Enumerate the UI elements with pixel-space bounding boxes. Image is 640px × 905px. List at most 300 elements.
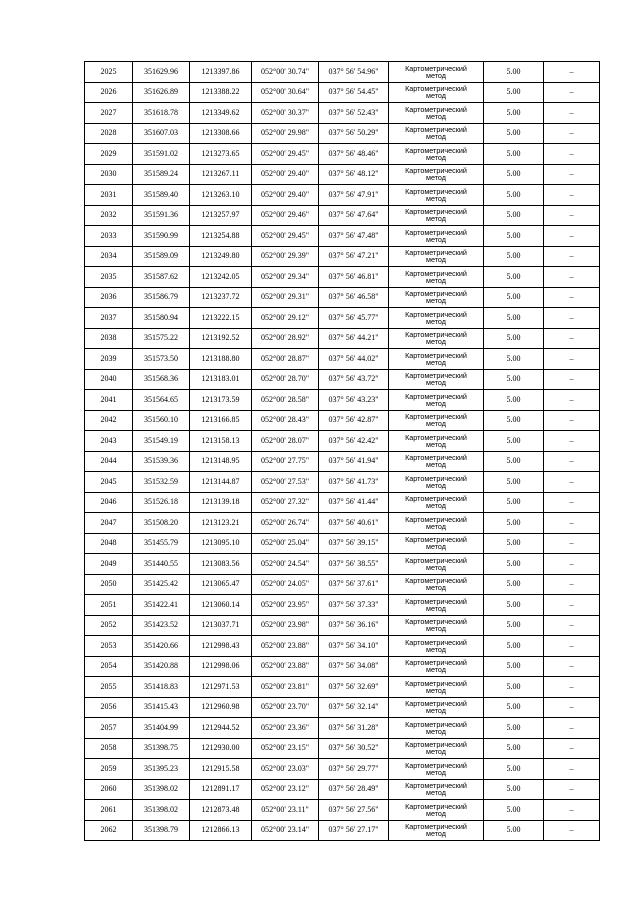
- method-cell: [389, 369, 484, 390]
- longitude-cell: 037° 56' 30.52": [319, 738, 389, 759]
- accuracy-cell: 5.00: [484, 718, 544, 739]
- note-cell: –: [544, 328, 600, 349]
- coord-x-cell: 351575.22: [133, 328, 190, 349]
- table-row: [85, 533, 600, 554]
- method-line-2: метод: [426, 337, 446, 347]
- coord-y-cell: 1212960.98: [190, 697, 252, 718]
- table-row: [85, 328, 600, 349]
- table-row: [85, 390, 600, 411]
- accuracy-cell: 5.00: [484, 800, 544, 821]
- method-line-1: Картометрический: [405, 391, 467, 401]
- note-cell: –: [544, 492, 600, 513]
- point-number-cell: 2053: [85, 636, 133, 657]
- coord-x-cell: 351589.24: [133, 164, 190, 185]
- accuracy-cell: 5.00: [484, 595, 544, 616]
- longitude-cell: 037° 56' 27.56": [319, 800, 389, 821]
- table-row: [85, 246, 600, 267]
- coord-y-cell: 1213123.21: [190, 513, 252, 534]
- method-line-2: метод: [426, 747, 446, 757]
- latitude-cell: 052°00' 23.95": [252, 595, 319, 616]
- coord-y-cell: 1212930.00: [190, 738, 252, 759]
- method-line-1: Картометрический: [405, 166, 467, 176]
- longitude-cell: 037° 56' 41.44": [319, 492, 389, 513]
- coord-x-cell: 351580.94: [133, 308, 190, 329]
- coord-x-cell: 351395.23: [133, 759, 190, 780]
- coord-y-cell: 1213166.85: [190, 410, 252, 431]
- accuracy-cell: 5.00: [484, 697, 544, 718]
- coord-x-cell: 351425.42: [133, 574, 190, 595]
- method-cell: [389, 697, 484, 718]
- coord-y-cell: 1213083.56: [190, 554, 252, 575]
- table-row: [85, 226, 600, 247]
- longitude-cell: 037° 56' 48.46": [319, 144, 389, 165]
- coord-x-cell: 351629.96: [133, 62, 190, 83]
- method-line-1: Картометрический: [405, 268, 467, 278]
- accuracy-cell: 5.00: [484, 513, 544, 534]
- coord-x-cell: 351422.41: [133, 595, 190, 616]
- point-number-cell: 2037: [85, 308, 133, 329]
- table-row: [85, 492, 600, 513]
- accuracy-cell: 5.00: [484, 738, 544, 759]
- latitude-cell: 052°00' 29.98": [252, 123, 319, 144]
- method-line-2: метод: [426, 255, 446, 265]
- method-line-1: Картометрический: [405, 535, 467, 545]
- method-line-1: Картометрический: [405, 289, 467, 299]
- note-cell: –: [544, 656, 600, 677]
- point-number-cell: 2035: [85, 267, 133, 288]
- longitude-cell: 037° 56' 41.73": [319, 472, 389, 493]
- table-row: [85, 205, 600, 226]
- method-cell: [389, 431, 484, 452]
- coord-y-cell: 1213397.86: [190, 62, 252, 83]
- point-number-cell: 2042: [85, 410, 133, 431]
- longitude-cell: 037° 56' 54.96": [319, 62, 389, 83]
- method-cell: [389, 410, 484, 431]
- coord-x-cell: 351560.10: [133, 410, 190, 431]
- table-row: [85, 615, 600, 636]
- method-cell: [389, 472, 484, 493]
- method-cell: [389, 677, 484, 698]
- latitude-cell: 052°00' 30.37": [252, 103, 319, 124]
- note-cell: –: [544, 267, 600, 288]
- note-cell: –: [544, 205, 600, 226]
- coord-y-cell: 1213192.52: [190, 328, 252, 349]
- accuracy-cell: 5.00: [484, 62, 544, 83]
- latitude-cell: 052°00' 29.40": [252, 164, 319, 185]
- longitude-cell: 037° 56' 44.02": [319, 349, 389, 370]
- point-number-cell: 2054: [85, 656, 133, 677]
- longitude-cell: 037° 56' 47.64": [319, 205, 389, 226]
- latitude-cell: 052°00' 23.12": [252, 779, 319, 800]
- method-cell: [389, 800, 484, 821]
- method-cell: [389, 615, 484, 636]
- coord-y-cell: 1213388.22: [190, 82, 252, 103]
- table-row: [85, 697, 600, 718]
- note-cell: –: [544, 636, 600, 657]
- coord-y-cell: 1213257.97: [190, 205, 252, 226]
- method-cell: [389, 492, 484, 513]
- longitude-cell: 037° 56' 47.91": [319, 185, 389, 206]
- method-line-2: метод: [426, 706, 446, 716]
- accuracy-cell: 5.00: [484, 410, 544, 431]
- table-row: [85, 472, 600, 493]
- accuracy-cell: 5.00: [484, 574, 544, 595]
- method-cell: [389, 779, 484, 800]
- longitude-cell: 037° 56' 46.58": [319, 287, 389, 308]
- method-cell: [389, 349, 484, 370]
- accuracy-cell: 5.00: [484, 308, 544, 329]
- longitude-cell: 037° 56' 46.81": [319, 267, 389, 288]
- latitude-cell: 052°00' 29.46": [252, 205, 319, 226]
- method-cell: [389, 513, 484, 534]
- coord-x-cell: 351415.43: [133, 697, 190, 718]
- longitude-cell: 037° 56' 44.21": [319, 328, 389, 349]
- point-number-cell: 2043: [85, 431, 133, 452]
- point-number-cell: 2050: [85, 574, 133, 595]
- method-line-1: Картометрический: [405, 248, 467, 258]
- table-row: [85, 513, 600, 534]
- method-cell: [389, 820, 484, 841]
- note-cell: –: [544, 82, 600, 103]
- latitude-cell: 052°00' 24.54": [252, 554, 319, 575]
- method-line-1: Картометрический: [405, 371, 467, 381]
- latitude-cell: 052°00' 29.31": [252, 287, 319, 308]
- table-row: [85, 595, 600, 616]
- method-line-1: Картометрический: [405, 104, 467, 114]
- method-line-1: Картометрический: [405, 699, 467, 709]
- method-line-2: метод: [426, 624, 446, 634]
- method-line-2: метод: [426, 173, 446, 183]
- method-line-2: метод: [426, 152, 446, 162]
- latitude-cell: 052°00' 27.75": [252, 451, 319, 472]
- point-number-cell: 2034: [85, 246, 133, 267]
- method-line-2: метод: [426, 439, 446, 449]
- point-number-cell: 2062: [85, 820, 133, 841]
- coord-y-cell: 1213158.13: [190, 431, 252, 452]
- method-line-2: метод: [426, 419, 446, 429]
- point-number-cell: 2057: [85, 718, 133, 739]
- coord-y-cell: 1213349.62: [190, 103, 252, 124]
- latitude-cell: 052°00' 23.14": [252, 820, 319, 841]
- note-cell: –: [544, 738, 600, 759]
- point-number-cell: 2029: [85, 144, 133, 165]
- accuracy-cell: 5.00: [484, 123, 544, 144]
- point-number-cell: 2040: [85, 369, 133, 390]
- latitude-cell: 052°00' 28.70": [252, 369, 319, 390]
- method-line-1: Картометрический: [405, 145, 467, 155]
- method-line-2: метод: [426, 829, 446, 839]
- latitude-cell: 052°00' 23.11": [252, 800, 319, 821]
- note-cell: –: [544, 554, 600, 575]
- latitude-cell: 052°00' 23.36": [252, 718, 319, 739]
- method-line-1: Картометрический: [405, 125, 467, 135]
- point-number-cell: 2038: [85, 328, 133, 349]
- coord-x-cell: 351564.65: [133, 390, 190, 411]
- accuracy-cell: 5.00: [484, 554, 544, 575]
- table-body: [85, 62, 600, 841]
- accuracy-cell: 5.00: [484, 246, 544, 267]
- coord-x-cell: 351404.99: [133, 718, 190, 739]
- method-line-2: метод: [426, 521, 446, 531]
- point-number-cell: 2028: [85, 123, 133, 144]
- note-cell: –: [544, 451, 600, 472]
- table-row: [85, 185, 600, 206]
- coord-y-cell: 1213173.59: [190, 390, 252, 411]
- table-row: [85, 779, 600, 800]
- method-line-1: Картометрический: [405, 207, 467, 217]
- coord-y-cell: 1213263.10: [190, 185, 252, 206]
- method-line-2: метод: [426, 685, 446, 695]
- point-number-cell: 2051: [85, 595, 133, 616]
- method-line-1: Картометрический: [405, 453, 467, 463]
- accuracy-cell: 5.00: [484, 390, 544, 411]
- accuracy-cell: 5.00: [484, 677, 544, 698]
- coord-y-cell: 1212998.43: [190, 636, 252, 657]
- note-cell: –: [544, 144, 600, 165]
- method-line-1: Картометрический: [405, 658, 467, 668]
- accuracy-cell: 5.00: [484, 779, 544, 800]
- method-line-2: метод: [426, 562, 446, 572]
- table-row: [85, 677, 600, 698]
- coord-x-cell: 351626.89: [133, 82, 190, 103]
- coord-x-cell: 351508.20: [133, 513, 190, 534]
- accuracy-cell: 5.00: [484, 492, 544, 513]
- table-row: [85, 349, 600, 370]
- accuracy-cell: 5.00: [484, 287, 544, 308]
- longitude-cell: 037° 56' 42.87": [319, 410, 389, 431]
- longitude-cell: 037° 56' 39.15": [319, 533, 389, 554]
- method-line-2: метод: [426, 665, 446, 675]
- point-number-cell: 2061: [85, 800, 133, 821]
- longitude-cell: 037° 56' 34.08": [319, 656, 389, 677]
- table-row: [85, 308, 600, 329]
- accuracy-cell: 5.00: [484, 185, 544, 206]
- method-cell: [389, 533, 484, 554]
- note-cell: –: [544, 308, 600, 329]
- table-row: [85, 62, 600, 83]
- coord-y-cell: 1213144.87: [190, 472, 252, 493]
- method-line-2: метод: [426, 398, 446, 408]
- accuracy-cell: 5.00: [484, 615, 544, 636]
- point-number-cell: 2041: [85, 390, 133, 411]
- coord-y-cell: 1213237.72: [190, 287, 252, 308]
- latitude-cell: 052°00' 23.88": [252, 636, 319, 657]
- method-line-1: Картометрический: [405, 781, 467, 791]
- point-number-cell: 2026: [85, 82, 133, 103]
- method-line-2: метод: [426, 501, 446, 511]
- method-line-2: метод: [426, 542, 446, 552]
- coordinates-table: [84, 61, 600, 841]
- method-line-2: метод: [426, 603, 446, 613]
- method-cell: [389, 328, 484, 349]
- point-number-cell: 2052: [85, 615, 133, 636]
- latitude-cell: 052°00' 29.12": [252, 308, 319, 329]
- coord-x-cell: 351539.36: [133, 451, 190, 472]
- coord-y-cell: 1213222.15: [190, 308, 252, 329]
- note-cell: –: [544, 677, 600, 698]
- method-line-1: Картометрический: [405, 740, 467, 750]
- method-cell: [389, 62, 484, 83]
- note-cell: –: [544, 759, 600, 780]
- method-line-1: Картометрический: [405, 576, 467, 586]
- table-row: [85, 800, 600, 821]
- latitude-cell: 052°00' 28.07": [252, 431, 319, 452]
- table-row: [85, 123, 600, 144]
- method-line-1: Картометрический: [405, 617, 467, 627]
- longitude-cell: 037° 56' 37.61": [319, 574, 389, 595]
- accuracy-cell: 5.00: [484, 820, 544, 841]
- coord-x-cell: 351418.83: [133, 677, 190, 698]
- coord-y-cell: 1213188.80: [190, 349, 252, 370]
- coord-x-cell: 351423.52: [133, 615, 190, 636]
- table-row: [85, 82, 600, 103]
- point-number-cell: 2055: [85, 677, 133, 698]
- method-line-2: метод: [426, 193, 446, 203]
- coord-y-cell: 1213267.11: [190, 164, 252, 185]
- latitude-cell: 052°00' 24.05": [252, 574, 319, 595]
- method-line-1: Картометрический: [405, 678, 467, 688]
- method-cell: [389, 390, 484, 411]
- coord-x-cell: 351398.75: [133, 738, 190, 759]
- accuracy-cell: 5.00: [484, 451, 544, 472]
- method-line-1: Картометрический: [405, 412, 467, 422]
- accuracy-cell: 5.00: [484, 349, 544, 370]
- accuracy-cell: 5.00: [484, 144, 544, 165]
- method-line-2: метод: [426, 111, 446, 121]
- table-row: [85, 410, 600, 431]
- latitude-cell: 052°00' 29.45": [252, 144, 319, 165]
- longitude-cell: 037° 56' 28.49": [319, 779, 389, 800]
- coord-x-cell: 351586.79: [133, 287, 190, 308]
- method-cell: [389, 226, 484, 247]
- note-cell: –: [544, 820, 600, 841]
- latitude-cell: 052°00' 23.70": [252, 697, 319, 718]
- method-cell: [389, 82, 484, 103]
- method-line-1: Картометрический: [405, 719, 467, 729]
- latitude-cell: 052°00' 30.74": [252, 62, 319, 83]
- method-line-2: метод: [426, 808, 446, 818]
- coord-x-cell: 351440.55: [133, 554, 190, 575]
- longitude-cell: 037° 56' 52.43": [319, 103, 389, 124]
- method-line-2: метод: [426, 644, 446, 654]
- coord-x-cell: 351573.50: [133, 349, 190, 370]
- method-line-2: метод: [426, 788, 446, 798]
- coord-x-cell: 351455.79: [133, 533, 190, 554]
- method-line-2: метод: [426, 275, 446, 285]
- method-cell: [389, 738, 484, 759]
- method-line-1: Картометрический: [405, 186, 467, 196]
- longitude-cell: 037° 56' 42.42": [319, 431, 389, 452]
- latitude-cell: 052°00' 27.53": [252, 472, 319, 493]
- coord-y-cell: 1212944.52: [190, 718, 252, 739]
- table-row: [85, 267, 600, 288]
- table-row: [85, 144, 600, 165]
- coord-x-cell: 351590.99: [133, 226, 190, 247]
- table-row: [85, 369, 600, 390]
- method-cell: [389, 308, 484, 329]
- table-row: [85, 574, 600, 595]
- latitude-cell: 052°00' 23.98": [252, 615, 319, 636]
- latitude-cell: 052°00' 23.88": [252, 656, 319, 677]
- coord-y-cell: 1213148.95: [190, 451, 252, 472]
- latitude-cell: 052°00' 23.03": [252, 759, 319, 780]
- point-number-cell: 2039: [85, 349, 133, 370]
- point-number-cell: 2058: [85, 738, 133, 759]
- accuracy-cell: 5.00: [484, 82, 544, 103]
- longitude-cell: 037° 56' 48.12": [319, 164, 389, 185]
- latitude-cell: 052°00' 28.92": [252, 328, 319, 349]
- method-cell: [389, 656, 484, 677]
- point-number-cell: 2046: [85, 492, 133, 513]
- longitude-cell: 037° 56' 45.77": [319, 308, 389, 329]
- method-line-1: Картометрический: [405, 63, 467, 73]
- table-row: [85, 287, 600, 308]
- latitude-cell: 052°00' 30.64": [252, 82, 319, 103]
- point-number-cell: 2031: [85, 185, 133, 206]
- method-cell: [389, 123, 484, 144]
- point-number-cell: 2049: [85, 554, 133, 575]
- note-cell: –: [544, 103, 600, 124]
- coord-y-cell: 1212998.06: [190, 656, 252, 677]
- latitude-cell: 052°00' 23.15": [252, 738, 319, 759]
- longitude-cell: 037° 56' 32.69": [319, 677, 389, 698]
- coord-x-cell: 351549.19: [133, 431, 190, 452]
- coord-y-cell: 1213095.10: [190, 533, 252, 554]
- method-line-1: Картометрический: [405, 514, 467, 524]
- point-number-cell: 2032: [85, 205, 133, 226]
- longitude-cell: 037° 56' 43.72": [319, 369, 389, 390]
- latitude-cell: 052°00' 28.58": [252, 390, 319, 411]
- accuracy-cell: 5.00: [484, 205, 544, 226]
- method-cell: [389, 103, 484, 124]
- coord-x-cell: 351587.62: [133, 267, 190, 288]
- method-line-1: Картометрический: [405, 473, 467, 483]
- point-number-cell: 2045: [85, 472, 133, 493]
- coord-y-cell: 1213139.18: [190, 492, 252, 513]
- longitude-cell: 037° 56' 37.33": [319, 595, 389, 616]
- accuracy-cell: 5.00: [484, 369, 544, 390]
- longitude-cell: 037° 56' 27.17": [319, 820, 389, 841]
- note-cell: –: [544, 533, 600, 554]
- method-line-2: метод: [426, 214, 446, 224]
- method-line-1: Картометрический: [405, 801, 467, 811]
- note-cell: –: [544, 185, 600, 206]
- note-cell: –: [544, 123, 600, 144]
- method-cell: [389, 554, 484, 575]
- method-line-2: метод: [426, 460, 446, 470]
- coord-x-cell: 351591.36: [133, 205, 190, 226]
- table-row: [85, 738, 600, 759]
- table-row: [85, 636, 600, 657]
- latitude-cell: 052°00' 29.40": [252, 185, 319, 206]
- coord-x-cell: 351420.88: [133, 656, 190, 677]
- accuracy-cell: 5.00: [484, 103, 544, 124]
- point-number-cell: 2025: [85, 62, 133, 83]
- table-row: [85, 431, 600, 452]
- latitude-cell: 052°00' 29.39": [252, 246, 319, 267]
- note-cell: –: [544, 472, 600, 493]
- accuracy-cell: 5.00: [484, 226, 544, 247]
- coord-x-cell: 351589.40: [133, 185, 190, 206]
- point-number-cell: 2059: [85, 759, 133, 780]
- coord-y-cell: 1213249.80: [190, 246, 252, 267]
- point-number-cell: 2044: [85, 451, 133, 472]
- latitude-cell: 052°00' 29.45": [252, 226, 319, 247]
- coord-x-cell: 351398.79: [133, 820, 190, 841]
- point-number-cell: 2030: [85, 164, 133, 185]
- note-cell: –: [544, 697, 600, 718]
- method-line-2: метод: [426, 480, 446, 490]
